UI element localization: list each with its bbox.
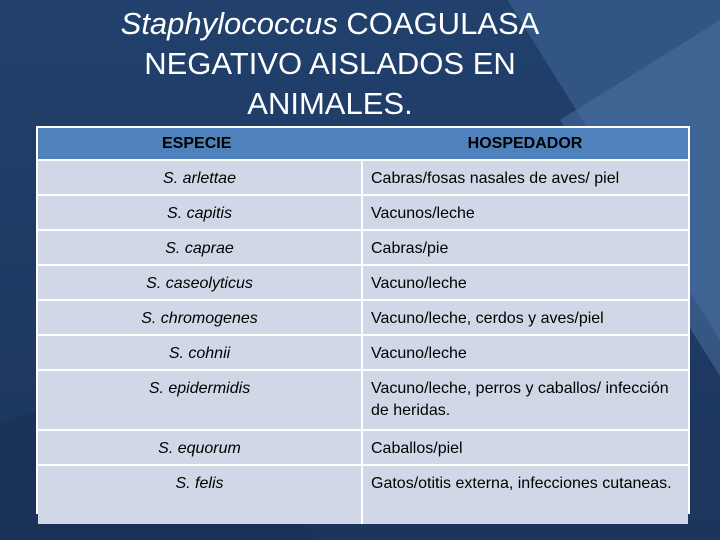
host-cell: Vacuno/leche — [362, 335, 688, 370]
host-cell: Vacuno/leche, perros y caballos/ infección de heridas. — [362, 370, 688, 430]
header-species: ESPECIE — [38, 128, 362, 160]
host-cell: Vacuno/leche — [362, 265, 688, 300]
table-row — [38, 300, 688, 335]
title-line3: ANIMALES. — [247, 86, 413, 121]
table-row — [38, 160, 688, 195]
header-host: HOSPEDADOR — [362, 128, 688, 160]
species-cell: S. equorum — [38, 430, 362, 465]
species-cell: S. caprae — [38, 230, 362, 265]
host-cell: Caballos/piel — [362, 430, 688, 465]
table-row — [38, 430, 688, 465]
table-row — [38, 265, 688, 300]
table-header-row — [38, 128, 688, 160]
species-host-table — [38, 128, 688, 524]
table-row — [38, 230, 688, 265]
species-cell: S. cohnii — [38, 335, 362, 370]
species-cell: S. felis — [38, 465, 362, 524]
host-cell: Vacunos/leche — [362, 195, 688, 230]
species-cell: S. caseolyticus — [38, 265, 362, 300]
table-row — [38, 195, 688, 230]
table-row — [38, 335, 688, 370]
table-row — [38, 465, 688, 524]
table-row — [38, 370, 688, 430]
slide-title — [70, 4, 590, 124]
title-genus: Staphylococcus — [120, 6, 338, 41]
host-cell: Gatos/otitis externa, infecciones cutaneas. — [362, 465, 688, 524]
host-cell: Cabras/pie — [362, 230, 688, 265]
title-line1-rest: COAGULASA — [346, 6, 540, 41]
species-cell: S. capitis — [38, 195, 362, 230]
species-host-table-container — [36, 126, 690, 514]
host-cell: Cabras/fosas nasales de aves/ piel — [362, 160, 688, 195]
species-cell: S. chromogenes — [38, 300, 362, 335]
species-cell: S. arlettae — [38, 160, 362, 195]
species-cell: S. epidermidis — [38, 370, 362, 430]
title-line2: NEGATIVO AISLADOS EN — [144, 46, 516, 81]
host-cell: Vacuno/leche, cerdos y aves/piel — [362, 300, 688, 335]
